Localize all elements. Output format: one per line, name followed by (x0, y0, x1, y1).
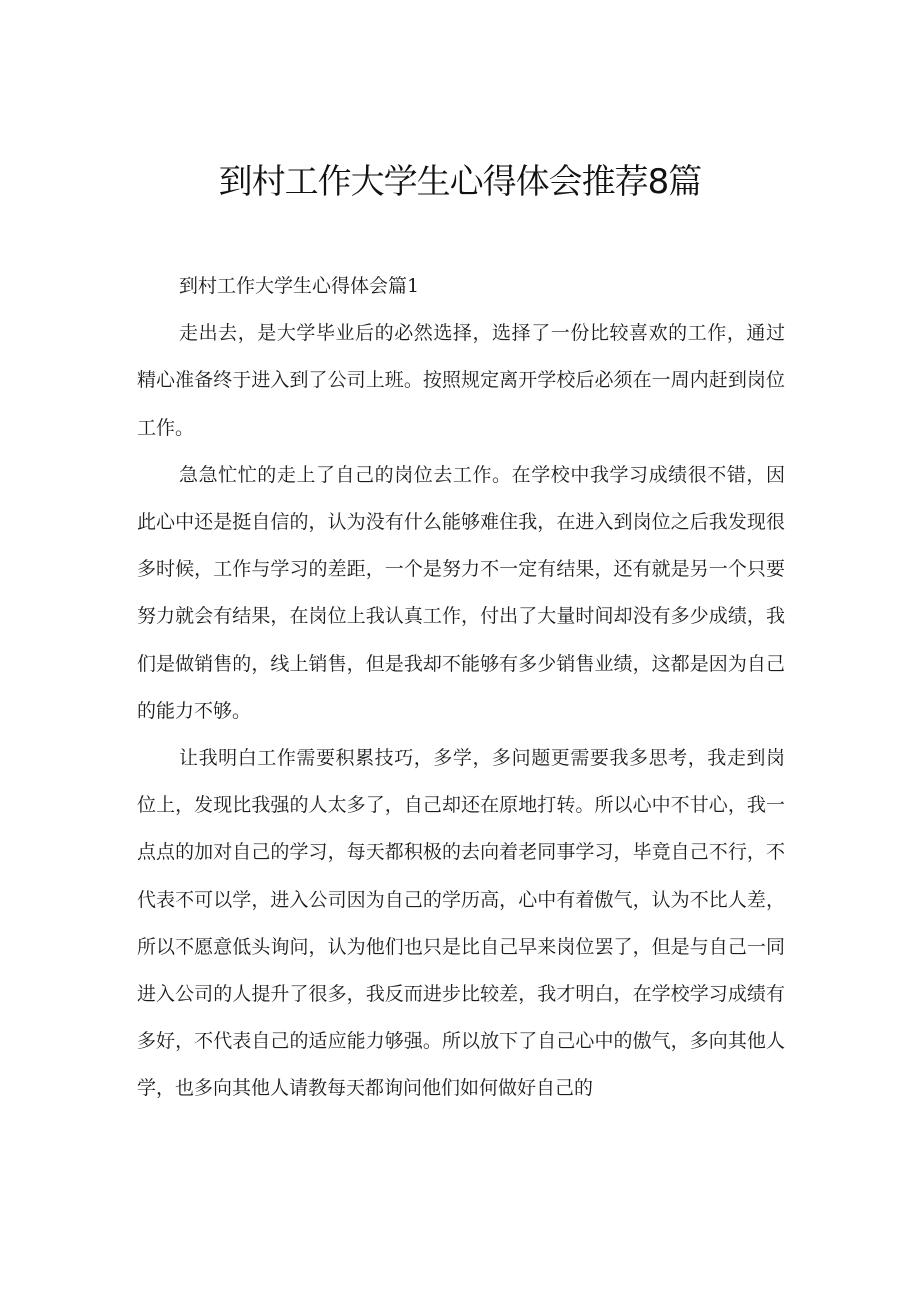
paragraph-1: 走出去，是大学毕业后的必然选择，选择了一份比较喜欢的工作，通过精心准备终于进入到了公司上班。按照规定离开学校后必须在一周内赶到岗位工作。 (137, 322, 785, 439)
document-title: 到村工作大学生心得体会推荐8篇 (218, 162, 702, 202)
paragraph-2: 急急忙忙的走上了自己的岗位去工作。在学校中我学习成绩很不错，因此心中还是挺自信的，认为没有什么能够难住我，在进入到岗位之后我发现很多时候，工作与学习的差距，一个是努力不一定有结果，还有就是另一个只要努力就会有结果，在岗位上我认真工作，付出了大量时间却没有多少成绩，我们是做销售的，线上销售，但是我却不能够有多少销售业绩，这都是因为自己的能力不够。 (137, 463, 785, 722)
section-heading: 到村工作大学生心得体会篇1 (179, 275, 420, 297)
paragraph-3: 让我明白工作需要积累技巧，多学，多问题更需要我多思考，我走到岗位上，发现比我强的人太多了，自己却还在原地打转。所以心中不甘心，我一点点的加对自己的学习，每天都积极的去向着老同事学习，毕竟自己不行，不代表不可以学，进入公司因为自己的学历高，心中有着傲气，认为不比人差，所以不愿意低头询问，认为他们也只是比自己早来岗位罢了，但是与自己一同进入公司的人提升了很多，我反而进步比较差，我才明白，在学校学习成绩有多好，不代表自己的适应能力够强。所以放下了自己心中的傲气，多向其他人学，也多向其他人请教每天都询问他们如何做好自己的 (137, 747, 785, 1100)
document-body (137, 263, 785, 1113)
